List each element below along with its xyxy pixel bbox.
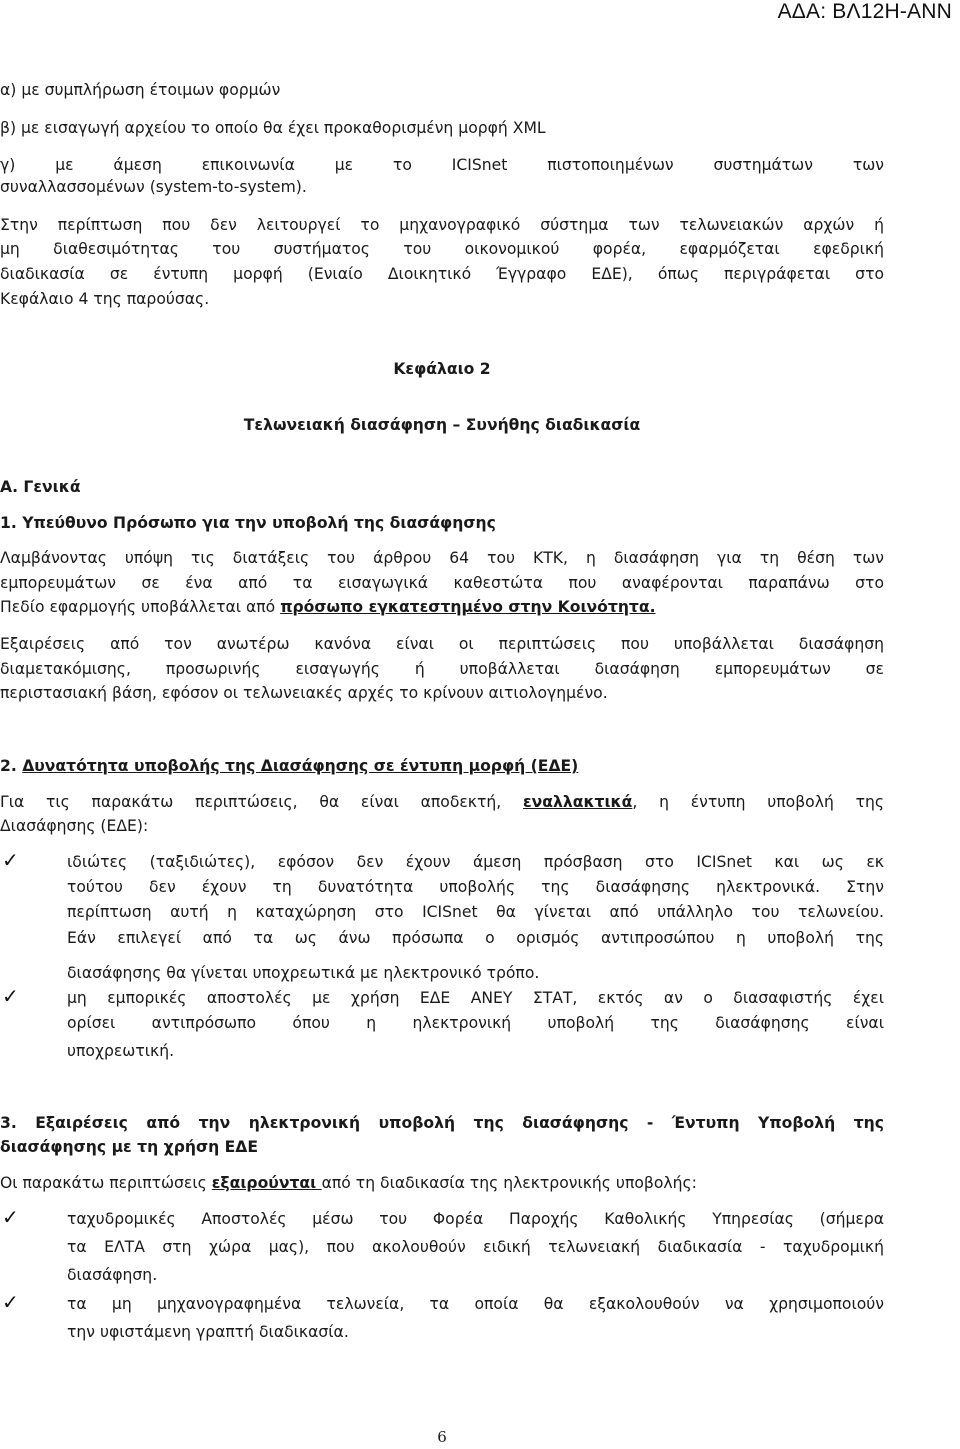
section-3-intro-text: Οι παρακάτω περιπτώσεις — [0, 1174, 212, 1192]
section-1-heading: 1. Υπεύθυνο Πρόσωπο για την υποβολή της διασάφησης — [0, 514, 496, 532]
section-2-intro-text: Για τις παρακάτω περιπτώσεις, θα είναι αποδεκτή, — [0, 793, 523, 811]
checkmark-icon: ✓ — [2, 1205, 19, 1229]
section-2-bullet1-line2: τούτου δεν έχουν τη δυνατότητα υποβολής της διασάφησης ηλεκτρονικά. Στην — [67, 878, 884, 896]
section-3-intro — [0, 1172, 884, 1194]
section-3-bullet1-line1: ταχυδρομικές Αποστολές μέσω του Φορέα Παροχής Καθολικής Υπηρεσίας (σήμερα — [67, 1210, 884, 1228]
section-3-heading-line1: 3. Εξαιρέσεις από την ηλεκτρονική υποβολή της διασάφησης - Έντυπη Υποβολή της — [0, 1114, 884, 1132]
section-3-bullet2-line2: την υφιστάμενη γραπτή διαδικασία. — [67, 1323, 349, 1341]
section-2-intro-line2: Διασάφησης (ΕΔΕ): — [0, 817, 149, 835]
section-2-intro-emphasis: εναλλακτικά — [522, 793, 633, 811]
section-2-bullet2-line1: μη εμπορικές αποστολές με χρήση ΕΔΕ ΑΝΕΥ ΣΤΑΤ, εκτός αν ο διασαφιστής έχει — [67, 989, 884, 1007]
ada-header: ΑΔΑ: ΒΛ12Η-ΑΝΝ — [777, 0, 952, 23]
section-3-bullet2-line1: τα μη μηχανογραφημένα τελωνεία, τα οποία θα εξακολουθούν να χρησιμοποιούν — [67, 1295, 884, 1313]
section-1-line3 — [0, 596, 884, 618]
section-2-intro-line1 — [0, 791, 884, 813]
section-1-exceptions-line2: διαμετακόμισης, προσωρινής εισαγωγής ή υποβάλλεται διασάφηση εμπορευμάτων σε — [0, 660, 884, 678]
section-2-heading-text: Δυνατότητα υποβολής της Διασάφησης σε έντυπη μορφή (ΕΔΕ) — [22, 757, 579, 775]
intro-paragraph-line1: Στην περίπτωση που δεν λειτουργεί το μηχανογραφικό σύστημα των τελωνειακών αρχών ή — [0, 216, 884, 234]
section-3-intro-tail: από τη διαδικασία της ηλεκτρονικής υποβολής: — [321, 1174, 697, 1192]
intro-paragraph-line3: διαδικασία σε έντυπη μορφή (Ενιαίο Διοικητικό Έγγραφο ΕΔΕ), όπως περιγράφεται στο — [0, 265, 884, 283]
section-3-intro-emphasis: εξαιρούνται — [211, 1174, 322, 1192]
checkmark-icon: ✓ — [2, 984, 19, 1008]
section-2-heading — [0, 755, 884, 777]
section-1-line2: εμπορευμάτων σε ένα από τα εισαγωγικά καθεστώτα που αναφέρονται παραπάνω στο — [0, 574, 884, 592]
section-2-bullet1-line3: περίπτωση αυτή η καταχώρηση στο ICISnet θα γίνεται από υπάλληλο του τελωνείου. — [67, 903, 884, 921]
intro-paragraph-line4: Κεφάλαιο 4 της παρούσας. — [0, 290, 210, 308]
section-2-bullet2-line3: υποχρεωτική. — [67, 1042, 175, 1060]
intro-item-c-line1: γ) με άμεση επικοινωνία με το ICISnet πιστοποιημένων συστημάτων των — [0, 156, 884, 174]
intro-item-c-line2: συναλλασσομένων (system-to-system). — [0, 178, 307, 196]
section-2-bullet2-line2: ορίσει αντιπρόσωπο όπου η ηλεκτρονική υποβολή της διασάφησης είναι — [67, 1014, 884, 1032]
section-1-line3-text: Πεδίο εφαρμογής υποβάλλεται από — [0, 598, 281, 616]
checkmark-icon: ✓ — [2, 848, 19, 872]
chapter-title: Τελωνειακή διασάφηση – Συνήθης διαδικασία — [243, 416, 641, 434]
chapter-number: Κεφάλαιο 2 — [393, 360, 491, 378]
section-a-heading: Α. Γενικά — [0, 478, 81, 496]
intro-paragraph-line2: μη διαθεσιμότητας του συστήματος του οικονομικού φορέα, εφαρμόζεται εφεδρική — [0, 240, 884, 258]
section-2-bullet1-line1: ιδιώτες (ταξιδιώτες), εφόσον δεν έχουν άμεση πρόσβαση στο ICISnet και ως εκ — [67, 853, 884, 871]
intro-item-b: β) με εισαγωγή αρχείου το οποίο θα έχει προκαθορισμένη μορφή XML — [0, 119, 546, 137]
section-3-bullet1-line2: τα ΕΛΤΑ στη χώρα μας), που ακολουθούν ειδική τελωνειακή διαδικασία - ταχυδρομική — [67, 1238, 884, 1256]
section-2-bullet1-line5: διασάφησης θα γίνεται υποχρεωτικά με ηλεκτρονικό τρόπο. — [67, 964, 540, 982]
checkmark-icon: ✓ — [2, 1290, 19, 1314]
page-number: 6 — [437, 1428, 447, 1446]
section-3-heading-line2: διασάφησης με τη χρήση ΕΔΕ — [0, 1138, 259, 1156]
section-2-bullet1-line4: Εάν επιλεγεί από τα ως άνω πρόσωπα ο ορισμός αντιπροσώπου η υποβολή της — [67, 929, 884, 947]
section-1-line3-emphasis: πρόσωπο εγκατεστημένο στην Κοινότητα. — [280, 598, 656, 616]
section-3-bullet1-line3: διασάφηση. — [67, 1266, 158, 1284]
intro-item-a: α) με συμπλήρωση έτοιμων φορμών — [0, 81, 281, 99]
section-2-heading-number: 2. — [0, 757, 23, 775]
section-1-exceptions-line1: Εξαιρέσεις από τον ανωτέρω κανόνα είναι οι περιπτώσεις που υποβάλλεται διασάφηση — [0, 635, 884, 653]
section-1-exceptions-line3: περιστασιακή βάση, εφόσον οι τελωνειακές αρχές το κρίνουν αιτιολογημένο. — [0, 684, 608, 702]
section-2-intro-tail: , η έντυπη υποβολή της — [632, 793, 884, 811]
section-1-line1: Λαμβάνοντας υπόψη τις διατάξεις του άρθρου 64 του ΚΤΚ, η διασάφηση για τη θέση των — [0, 549, 884, 567]
